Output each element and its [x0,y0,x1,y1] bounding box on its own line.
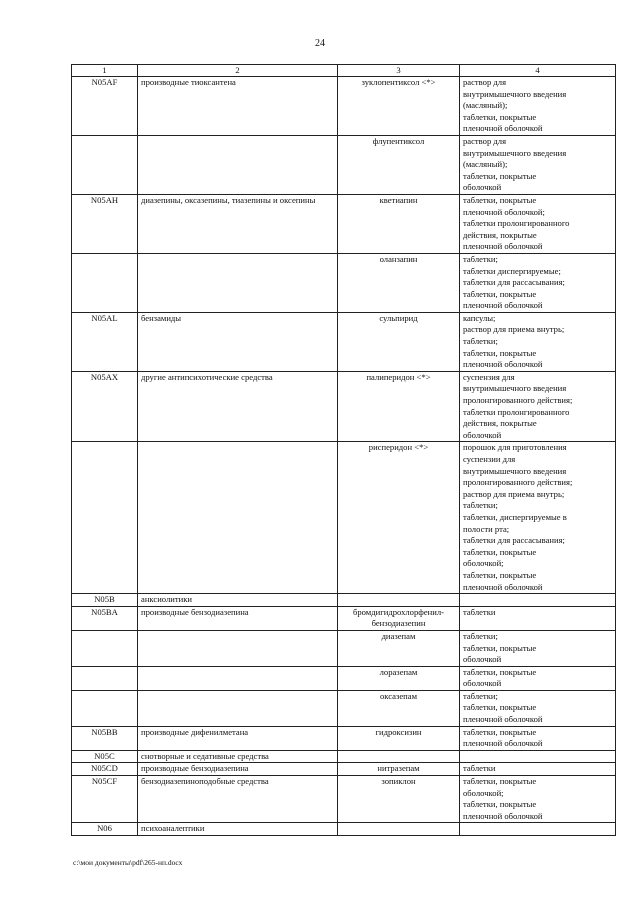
atc-code-cell: N05AL [72,312,138,371]
group-name-cell: бензамиды [138,312,338,371]
dosage-form-line: таблетки, покрытые [463,776,537,787]
dosage-form-line: пленочной оболочкой [463,123,543,134]
group-name-cell [138,135,338,194]
dosage-form-line: оболочкой; [463,787,504,798]
atc-code-cell: N05AF [72,77,138,136]
dosage-form-line: полости рта; [463,523,510,534]
dosage-form-line: таблетки, покрытые [463,288,537,299]
dosage-form-line: пролонгированного действия; [463,477,573,488]
drug-name-cell: зуклопентиксол <*> [338,77,460,136]
dosage-form-line: пленочной оболочкой [463,810,543,821]
dosage-form-line: действия, покрытые [463,418,537,429]
drug-name-cell: рисперидон <*> [338,442,460,594]
drug-name-cell: оланзапин [338,253,460,312]
drug-name-cell [338,823,460,836]
atc-code-cell [72,690,138,726]
drug-name-cell: диазепам [338,630,460,666]
dosage-form-line: пленочной оболочкой; [463,206,545,217]
dosage-form-cell [460,442,616,594]
table-row [72,763,616,776]
dosage-form-line: таблетки, покрытые [463,799,537,810]
atc-code-cell: N05C [72,750,138,763]
dosage-form-cell [460,594,616,607]
dosage-form-line: таблетки, покрытые [463,666,537,677]
table-body [72,77,616,836]
dosage-form-line: раствор для [463,135,507,146]
dosage-form-line: (масляный); [463,100,508,111]
dosage-form-line: внутримышечного введения [463,88,567,99]
table-row [72,726,616,750]
drug-name-cell [338,750,460,763]
atc-code-cell: N05AX [72,371,138,442]
drug-name-cell: лоразепам [338,666,460,690]
dosage-form-line: действия, покрытые [463,229,537,240]
atc-code-cell: N05BB [72,726,138,750]
dosage-form-line: внутримышечного введения [463,465,567,476]
dosage-form-line: таблетки, покрытые [463,642,537,653]
dosage-form-line: пленочной оболочкой [463,714,543,725]
group-name-cell: производные бензодиазепина [138,763,338,776]
dosage-form-line: порошок для приготовления [463,442,567,453]
dosage-form-line: таблетки, покрытые [463,111,537,122]
dosage-form-line: пролонгированного действия; [463,395,573,406]
group-name-cell: производные бензодиазепина [138,606,338,630]
drug-name-cell [338,594,460,607]
drug-name-cell: сульпирид [338,312,460,371]
dosage-form-line: таблетки, покрытые [463,170,537,181]
column-header-row [72,65,616,77]
table-row [72,371,616,442]
drug-table [71,64,616,836]
dosage-form-cell [460,312,616,371]
group-name-cell: бензодиазепиноподобные средства [138,776,338,823]
group-name-cell [138,630,338,666]
atc-code-cell: N05CD [72,763,138,776]
atc-code-cell [72,442,138,594]
dosage-form-line: внутримышечного введения [463,383,567,394]
atc-code-cell [72,135,138,194]
dosage-form-cell [460,750,616,763]
dosage-form-line: пленочной оболочкой [463,581,543,592]
dosage-form-line: суспензия для [463,371,515,382]
table-row [72,442,616,594]
dosage-form-cell [460,763,616,776]
group-name-cell [138,442,338,594]
dosage-form-cell [460,726,616,750]
dosage-form-line: раствор для приема внутрь; [463,324,565,335]
dosage-form-line: таблетки; [463,253,498,264]
atc-code-cell [72,253,138,312]
drug-name-cell: бромдигидрохлорфенил-бензодиазепин [338,606,460,630]
dosage-form-line: таблетки, диспергируемые в [463,511,567,522]
drug-name-cell: нитразепам [338,763,460,776]
dosage-form-line: оболочкой [463,654,502,665]
atc-code-cell: N05CF [72,776,138,823]
dosage-form-line: таблетки; [463,690,498,701]
dosage-form-line: таблетки; [463,500,498,511]
dosage-form-line: капсулы; [463,312,496,323]
dosage-form-cell [460,630,616,666]
dosage-form-line: таблетки, покрытые [463,726,537,737]
dosage-form-line: таблетки диспергируемые; [463,265,561,276]
dosage-form-line: внутримышечного введения [463,147,567,158]
table-row [72,750,616,763]
table-row [72,776,616,823]
dosage-form-line: раствор для [463,77,507,87]
table-row [72,312,616,371]
atc-code-cell [72,630,138,666]
dosage-form-line: таблетки; [463,630,498,641]
drug-name-cell: оксазепам [338,690,460,726]
group-name-cell: анксиолитики [138,594,338,607]
dosage-form-cell [460,690,616,726]
dosage-form-line: оболочкой [463,429,502,440]
dosage-form-cell [460,194,616,253]
dosage-form-line: таблетки; [463,336,498,347]
column-header: 4 [460,65,616,77]
table-row [72,823,616,836]
group-name-cell: снотворные и седативные средства [138,750,338,763]
dosage-form-cell [460,606,616,630]
atc-code-cell: N05BA [72,606,138,630]
dosage-form-line: таблетки [463,763,496,774]
table-row [72,253,616,312]
table-row [72,690,616,726]
dosage-form-cell [460,371,616,442]
dosage-form-line: оболочкой [463,678,502,689]
page-number: 24 [315,38,325,49]
dosage-form-line: оболочкой; [463,558,504,569]
dosage-form-cell [460,776,616,823]
drug-name-cell: палиперидон <*> [338,371,460,442]
dosage-form-cell [460,135,616,194]
group-name-cell [138,666,338,690]
dosage-form-cell [460,666,616,690]
group-name-cell [138,253,338,312]
footer-file-path: c:\мои документы\pdf\265-нп.docx [73,858,183,867]
table-row [72,594,616,607]
table-row [72,606,616,630]
drug-name-cell: кветиапин [338,194,460,253]
column-header: 1 [72,65,138,77]
atc-code-cell: N05AH [72,194,138,253]
column-header: 2 [138,65,338,77]
group-name-cell: другие антипсихотические средства [138,371,338,442]
group-name-cell: производные тиоксантена [138,77,338,136]
group-name-cell: психоаналептики [138,823,338,836]
dosage-form-cell [460,77,616,136]
dosage-form-line: таблетки, покрытые [463,194,537,205]
dosage-form-line: пленочной оболочкой [463,241,543,252]
dosage-form-line: оболочкой [463,182,502,193]
dosage-form-line: таблетки пролонгированного [463,406,570,417]
atc-code-cell: N06 [72,823,138,836]
dosage-form-line: таблетки, покрытые [463,546,537,557]
table-row [72,77,616,136]
table-row [72,135,616,194]
dosage-form-cell [460,823,616,836]
atc-code-cell [72,666,138,690]
atc-code-cell: N05B [72,594,138,607]
dosage-form-line: таблетки [463,606,496,617]
table-row [72,630,616,666]
group-name-cell: производные дифенилметана [138,726,338,750]
column-header: 3 [338,65,460,77]
dosage-form-line: пленочной оболочкой [463,300,543,311]
dosage-form-line: таблетки, покрытые [463,347,537,358]
dosage-form-cell [460,253,616,312]
dosage-form-line: таблетки пролонгированного [463,218,570,229]
table-row [72,194,616,253]
dosage-form-line: таблетки, покрытые [463,569,537,580]
drug-name-cell: флупентиксол [338,135,460,194]
dosage-form-line: пленочной оболочкой [463,359,543,370]
dosage-form-line: суспензии для [463,454,516,464]
group-name-cell: диазепины, оксазепины, тиазепины и оксепины [138,194,338,253]
table-row [72,666,616,690]
drug-name-cell: зопиклон [338,776,460,823]
drug-name-cell: гидроксизин [338,726,460,750]
dosage-form-line: пленочной оболочкой [463,738,543,749]
dosage-form-line: (масляный); [463,159,508,170]
group-name-cell [138,690,338,726]
dosage-form-line: таблетки, покрытые [463,702,537,713]
dosage-form-line: таблетки для рассасывания; [463,535,565,546]
dosage-form-line: таблетки для рассасывания; [463,277,565,288]
dosage-form-line: раствор для приема внутрь; [463,488,565,499]
